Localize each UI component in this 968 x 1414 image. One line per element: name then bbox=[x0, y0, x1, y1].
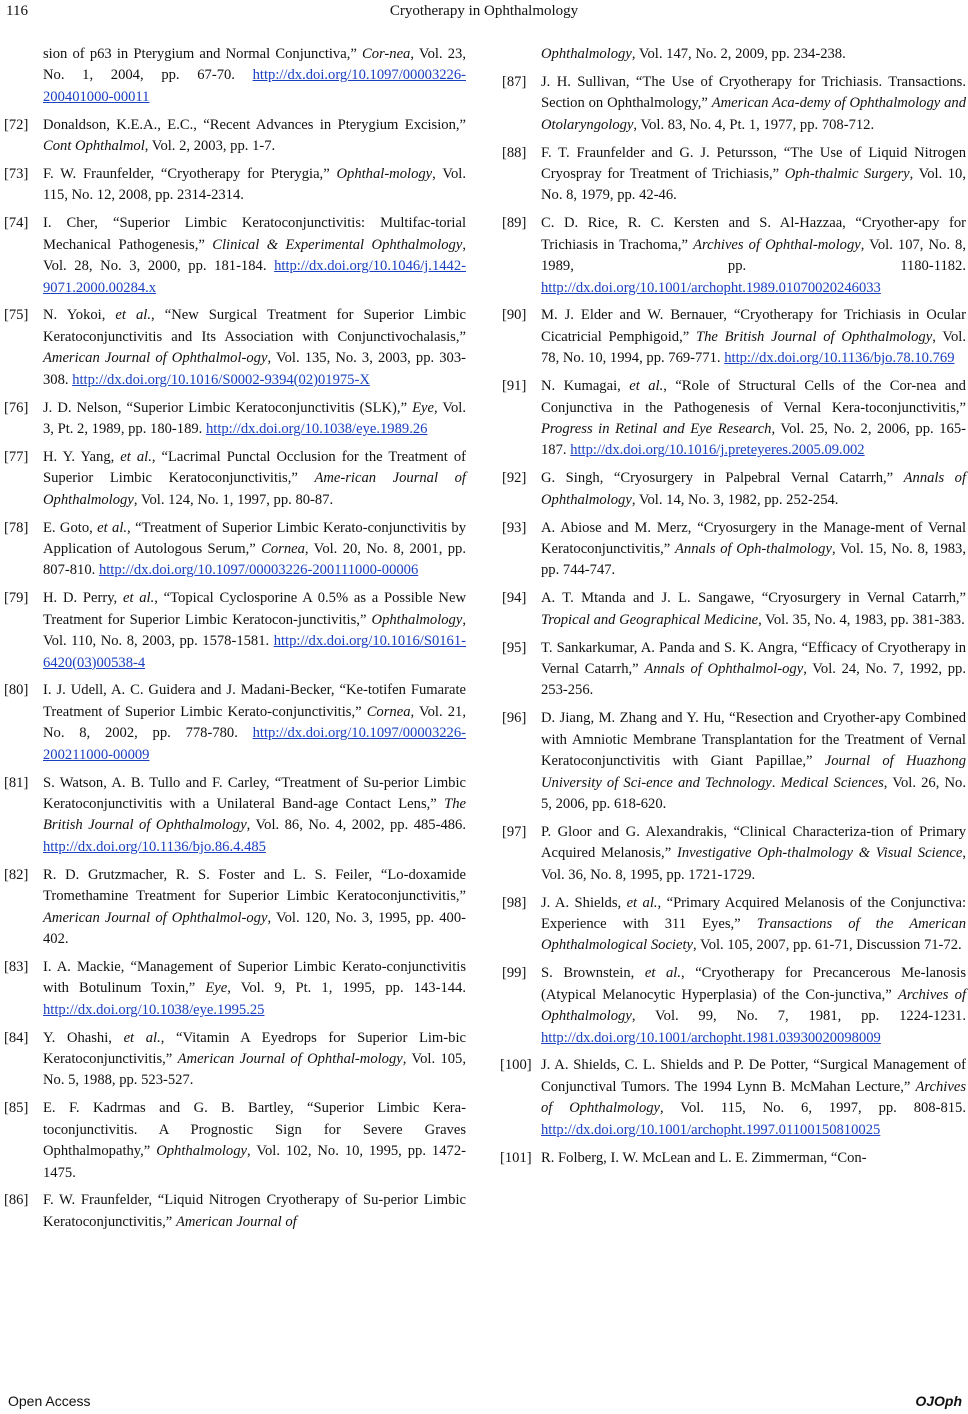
reference-text: , Vol. 83, No. 4, Pt. 1, 1977, pp. 708-712. bbox=[633, 116, 875, 133]
reference-text: M. J. Elder and W. Bernauer, “Cryotherapy for Trichiasis in Ocular Cicatricial Pemphigoid,” bbox=[541, 307, 966, 345]
reference-number: [92] bbox=[502, 470, 527, 487]
reference-number: [100] bbox=[500, 1057, 532, 1074]
reference-text: Y. Ohashi, bbox=[43, 1029, 124, 1046]
reference-source-italic: American Journal of Ophthal-mology bbox=[177, 1050, 403, 1067]
reference-text: , Vol. 135, No. 3, 2003, pp. 303-308. bbox=[43, 350, 466, 388]
reference-text: F. W. Fraunfelder, “Cryotherapy for Pterygia,” bbox=[43, 166, 337, 183]
doi-link[interactable]: http://dx.doi.org/10.1016/S0002-9394(02)01975-X bbox=[72, 371, 370, 388]
reference-source-italic: Annals of Oph-thalmology bbox=[674, 541, 832, 558]
reference-entry bbox=[4, 588, 466, 674]
reference-source-italic: Progress in Retinal and Eye Research bbox=[541, 421, 772, 437]
reference-entry bbox=[4, 447, 466, 511]
reference-source-italic: American Journal of bbox=[175, 1213, 297, 1230]
reference-text: A. Abiose and M. Merz, “Cryosurgery in the Manage-ment of Vernal Keratoconjunctivitis,” bbox=[541, 519, 966, 558]
reference-number: [97] bbox=[502, 823, 527, 840]
reference-text: J. D. Nelson, “Superior Limbic Keratoconjunctivitis (SLK),” bbox=[43, 399, 413, 416]
page-footer bbox=[0, 1392, 968, 1414]
reference-text: , Vol. 102, No. 10, 1995, pp. 1472-1475. bbox=[43, 1143, 466, 1181]
reference-entry bbox=[4, 305, 466, 391]
reference-text: R. D. Grutzmacher, R. S. Foster and L. S. Feiler, “Lo-doxamide Tromethamine Treatment for Superior Limbic Keratoconjunctivitis,” bbox=[43, 866, 466, 905]
reference-text: N. Kumagai, bbox=[541, 378, 630, 395]
reference-text: , “Vitamin A Eyedrops for Superior Lim-bic Keratoconjunctivitis,” bbox=[43, 1029, 466, 1067]
reference-number: [96] bbox=[502, 710, 527, 727]
reference-entry bbox=[4, 115, 466, 158]
reference-text: , “Treatment of Superior Limbic Kerato-conjunctivitis by Application of Autologous Serum,” bbox=[43, 519, 466, 558]
doi-link[interactable]: http://dx.doi.org/10.1097/00003226-200111000-00006 bbox=[98, 562, 419, 579]
reference-entry bbox=[4, 957, 466, 1021]
reference-source-italic: Transactions of the American Ophthalmological Society bbox=[541, 916, 966, 954]
reference-text: , “Role of Structural Cells of the Cor-nea and Conjunctiva in the Pathogenesis of Vernal Kera-toconjunctivitis,” bbox=[541, 378, 966, 416]
reference-entry bbox=[502, 708, 966, 815]
reference-number: [91] bbox=[502, 378, 527, 395]
reference-text: , Vol. 15, No. 8, 1983, pp. 744-747. bbox=[541, 541, 966, 579]
reference-text: , Vol. 105, No. 5, 1988, pp. 523-527. bbox=[43, 1050, 466, 1089]
reference-text: H. Y. Yang, bbox=[43, 448, 121, 465]
reference-source-italic: Investigative Oph-thalmology & Visual Science bbox=[676, 845, 963, 862]
reference-text: , Vol. 20, No. 8, 2001, pp. 807-810. bbox=[43, 541, 466, 579]
reference-text: , “Cryotherapy for Precancerous Me-lanosis (Atypical Melanocytic Hyperplasia) of the Con-junctiva,” bbox=[541, 965, 966, 1003]
reference-text: T. Sankarkumar, A. Panda and S. K. Angra, “Efficacy of Cryotherapy in Vernal Catarrh,” bbox=[541, 639, 966, 678]
reference-text: J. A. Shields, bbox=[541, 894, 627, 911]
reference-text: S. Brownstein, bbox=[541, 965, 645, 982]
reference-text: , Vol. 21, No. 8, 2002, pp. 778-780. bbox=[43, 703, 466, 742]
reference-source-italic: Cont Ophthalmol bbox=[43, 138, 145, 155]
reference-number: [80] bbox=[4, 682, 29, 699]
reference-text: , Vol. 147, No. 2, 2009, pp. 234-238. bbox=[631, 46, 846, 62]
reference-number: [74] bbox=[4, 215, 29, 232]
reference-entry bbox=[502, 822, 966, 886]
doi-link[interactable]: http://dx.doi.org/10.1038/eye.1989.26 bbox=[205, 421, 428, 437]
reference-text: , Vol. 23, No. 1, 2004, pp. 67-70. bbox=[43, 46, 466, 84]
reference-number: [72] bbox=[4, 116, 29, 133]
reference-text: F. T. Fraunfelder and G. J. Petursson, “The Use of Liquid Nitrogen Cryospray for Treatment of Trichiasis,” bbox=[541, 144, 966, 183]
doi-link[interactable]: http://dx.doi.org/10.1038/eye.1995.25 bbox=[43, 1001, 265, 1018]
reference-text: R. Folberg, I. W. McLean and L. E. Zimmerman, “Con- bbox=[541, 1149, 867, 1166]
reference-text: , Vol. 3, Pt. 2, 1989, pp. 180-189. bbox=[43, 399, 466, 437]
reference-source-italic: Oph-thalmic Surgery bbox=[784, 166, 910, 183]
reference-text: , Vol. 115, No. 6, 1997, pp. 808-815. bbox=[660, 1100, 966, 1117]
reference-number: [82] bbox=[4, 866, 29, 883]
doi-link[interactable]: http://dx.doi.org/10.1016/S0161-6420(03)00538-4 bbox=[43, 633, 466, 671]
reference-source-italic: Cornea bbox=[366, 703, 411, 720]
reference-source-italic: Ame-rican Journal of Ophthalmology bbox=[43, 470, 466, 508]
reference-entry bbox=[4, 773, 466, 859]
reference-source-italic: Archives of Ophthalmology bbox=[541, 986, 967, 1025]
reference-source-italic: et al. bbox=[123, 1029, 161, 1046]
reference-entry bbox=[502, 893, 966, 957]
journal-abbrev: OJOph bbox=[915, 1393, 962, 1409]
reference-text: , Vol. 25, No. 2, 2006, pp. 165-187. bbox=[541, 421, 966, 459]
reference-entry bbox=[502, 213, 966, 299]
reference-text: , Vol. 10, No. 8, 1979, pp. 42-46. bbox=[541, 166, 966, 204]
reference-text: sion of p63 in Pterygium and Normal Conjunctiva,” bbox=[43, 46, 362, 62]
reference-text: , Vol. 115, No. 12, 2008, pp. 2314-2314. bbox=[43, 166, 466, 204]
reference-source-italic: et al. bbox=[122, 590, 155, 607]
reference-entry bbox=[4, 164, 466, 207]
reference-text: , Vol. 24, No. 7, 1992, pp. 253-256. bbox=[541, 661, 966, 699]
reference-text: , Vol. 99, No. 7, 1981, pp. 1224-1231. bbox=[631, 1008, 966, 1025]
reference-entry bbox=[502, 638, 966, 702]
reference-entry bbox=[4, 680, 466, 766]
reference-entry bbox=[4, 1190, 466, 1233]
doi-link[interactable]: http://dx.doi.org/10.1001/archopht.1989.01070020246033 bbox=[541, 279, 881, 296]
reference-source-italic: Archives of Ophthal-mology bbox=[693, 236, 861, 253]
reference-source-italic: The British Journal of Ophthalmology bbox=[43, 796, 466, 834]
reference-number: [95] bbox=[502, 639, 527, 656]
page-header bbox=[0, 0, 968, 30]
reference-text: N. Yokoi, bbox=[43, 307, 116, 324]
reference-source-italic: Ophthalmology bbox=[156, 1143, 248, 1160]
reference-number: [99] bbox=[502, 965, 527, 982]
reference-source-italic: Cornea bbox=[261, 541, 305, 558]
reference-text: , Vol. 78, No. 10, 1994, pp. 769-771. bbox=[541, 328, 966, 367]
reference-text: Donaldson, K.E.A., E.C., “Recent Advances in Pterygium Excision,” bbox=[43, 116, 466, 133]
reference-number: [78] bbox=[4, 519, 29, 536]
reference-source-italic: Journal of Huazhong University of Sci-ence and Technology bbox=[541, 753, 966, 791]
reference-entry bbox=[502, 518, 966, 582]
reference-text: , Vol. 9, Pt. 1, 1995, pp. 143-144. bbox=[227, 980, 466, 997]
reference-source-italic: Ophthal-mology bbox=[336, 166, 433, 183]
doi-link[interactable]: http://dx.doi.org/10.1001/archopht.1997.01100150810025 bbox=[541, 1121, 881, 1138]
reference-number: [85] bbox=[4, 1100, 29, 1117]
running-title: Cryotherapy in Ophthalmology bbox=[389, 3, 579, 19]
reference-source-italic: Annals of Ophthalmology bbox=[541, 470, 966, 508]
reference-text: H. D. Perry, bbox=[43, 590, 123, 607]
reference-number: [101] bbox=[500, 1149, 532, 1166]
reference-text: , “Topical Cyclosporine A 0.5% as a Possible New Treatment for Superior Limbic Keratocon-junctivitis,” bbox=[43, 590, 466, 628]
reference-text: , Vol. 105, 2007, pp. 61-71, Discussion 71-72. bbox=[693, 937, 962, 954]
reference-entry bbox=[502, 72, 966, 136]
reference-source-italic: American Journal of Ophthalmol-ogy bbox=[43, 350, 268, 367]
reference-text: I. A. Mackie, “Management of Superior Limbic Kerato-conjunctivitis with Botulinum Toxin,” bbox=[43, 958, 466, 997]
reference-number: [83] bbox=[4, 958, 29, 975]
reference-number: [89] bbox=[502, 215, 527, 232]
reference-source-italic: et al. bbox=[629, 378, 664, 395]
reference-text: , Vol. 107, No. 8, 1989, pp. 1180-1182. bbox=[541, 236, 966, 275]
reference-source-italic: Eye bbox=[205, 980, 228, 997]
reference-text: , Vol. 86, No. 4, 2002, pp. 485-486. bbox=[246, 817, 466, 834]
reference-entry bbox=[502, 44, 966, 65]
reference-source-italic: Eye bbox=[412, 399, 434, 416]
reference-source-italic: et al. bbox=[115, 307, 152, 324]
reference-number: [98] bbox=[502, 894, 527, 911]
reference-entry bbox=[4, 518, 466, 582]
reference-entry bbox=[502, 963, 966, 1049]
reference-entry bbox=[502, 376, 966, 462]
reference-text: , “Lacrimal Punctal Occlusion for the Treatment of Superior Limbic Keratoconjunctivitis,” bbox=[43, 448, 466, 487]
reference-number: [94] bbox=[502, 590, 527, 607]
reference-number: [75] bbox=[4, 307, 29, 324]
reference-entry bbox=[502, 1148, 966, 1169]
reference-entry bbox=[4, 398, 466, 441]
reference-entry bbox=[4, 1098, 466, 1184]
reference-text: , Vol. 14, No. 3, 1982, pp. 252-254. bbox=[631, 491, 839, 508]
reference-source-italic: Ophthalmology bbox=[371, 611, 463, 628]
reference-entry bbox=[4, 865, 466, 951]
reference-text: J. A. Shields, C. L. Shields and P. De Potter, “Surgical Management of Conjunctival Tumors. The 1994 Lynn B. McMahan Lecture,” bbox=[541, 1057, 966, 1095]
doi-link[interactable]: http://dx.doi.org/10.1097/00003226-200401000-00011 bbox=[43, 67, 466, 105]
reference-source-italic: American Journal of Ophthalmol-ogy bbox=[43, 909, 268, 926]
reference-text: , Vol. 35, No. 4, 1983, pp. 381-383. bbox=[758, 611, 965, 628]
reference-text: , Vol. 110, No. 8, 2003, pp. 1578-1581. bbox=[43, 611, 466, 650]
reference-entry bbox=[502, 1055, 966, 1141]
reference-text: F. W. Fraunfelder, “Liquid Nitrogen Cryotherapy of Su-perior Limbic Keratoconjunctivitis,” bbox=[43, 1192, 466, 1230]
reference-text: I. Cher, “Superior Limbic Keratoconjunctivitis: Multifac-torial Mechanical Pathogenesis,” bbox=[43, 215, 466, 253]
reference-entry bbox=[4, 44, 466, 108]
reference-entry bbox=[502, 468, 966, 511]
reference-text: , Vol. 26, No. 5, 2006, pp. 618-620. bbox=[541, 774, 967, 812]
reference-number: [73] bbox=[4, 166, 29, 183]
reference-text: G. Singh, “Cryosurgery in Palpebral Vernal Catarrh,” bbox=[541, 470, 904, 487]
reference-source-italic: Medical Sciences bbox=[780, 774, 884, 791]
reference-text: , Vol. 120, No. 3, 1995, pp. 400-402. bbox=[43, 909, 466, 947]
reference-source-italic: et al. bbox=[644, 965, 681, 982]
reference-text: , Vol. 36, No. 8, 1995, pp. 1721-1729. bbox=[541, 845, 966, 883]
doi-link[interactable]: http://dx.doi.org/10.1136/bjo.86.4.485 bbox=[43, 838, 266, 855]
reference-text: J. H. Sullivan, “The Use of Cryotherapy for Trichiasis. Transactions. Section on Ophthalmology,” bbox=[541, 73, 966, 112]
reference-text: D. Jiang, M. Zhang and Y. Hu, “Resection and Cryother-apy Combined with Amniotic Membrane Transplantation for the Treatment of Vernal Keratoconjunctivitis with Giant Papillae,” bbox=[541, 710, 966, 770]
reference-text: P. Gloor and G. Alexandrakis, “Clinical Characteriza-tion of Primary Acquired Melanosis,” bbox=[541, 823, 966, 862]
doi-link[interactable]: http://dx.doi.org/10.1136/bjo.78.10.769 bbox=[724, 350, 955, 367]
reference-text: , Vol. 124, No. 1, 1997, pp. 80-87. bbox=[133, 491, 334, 508]
doi-link[interactable]: http://dx.doi.org/10.1046/j.1442-9071.2000.00284.x bbox=[43, 258, 466, 296]
reference-text: , Vol. 2, 2003, pp. 1-7. bbox=[144, 138, 276, 155]
reference-text: , “Primary Acquired Melanosis of the Conjunctiva: Experience with 311 Eyes,” bbox=[541, 894, 967, 933]
reference-source-italic: Annals of Ophthalmol-ogy bbox=[644, 661, 804, 678]
reference-entry bbox=[4, 213, 466, 299]
reference-source-italic: Tropical and Geographical Medicine bbox=[541, 611, 759, 628]
reference-number: [86] bbox=[4, 1192, 29, 1209]
reference-text: . bbox=[771, 774, 781, 791]
reference-number: [93] bbox=[502, 519, 527, 536]
reference-text: I. J. Udell, A. C. Guidera and J. Madani-Becker, “Ke-totifen Fumarate Treatment of Superior Limbic Kerato-conjunctivitis,” bbox=[43, 682, 466, 720]
reference-source-italic: et al. bbox=[120, 448, 152, 465]
page-number: 116 bbox=[6, 3, 28, 19]
reference-source-italic: Cor-nea bbox=[362, 46, 411, 62]
reference-number: [90] bbox=[502, 307, 527, 324]
reference-source-italic: American Aca-demy of Ophthalmology and Otolaryngology bbox=[541, 95, 966, 133]
doi-link[interactable]: http://dx.doi.org/10.1016/j.preteyeres.2005.09.002 bbox=[570, 442, 865, 459]
reference-number: [84] bbox=[4, 1029, 29, 1046]
reference-source-italic: Archives of Ophthalmology bbox=[541, 1078, 966, 1117]
reference-number: [87] bbox=[502, 73, 527, 90]
reference-number: [79] bbox=[4, 590, 29, 607]
reference-source-italic: et al. bbox=[626, 894, 658, 911]
reference-number: [76] bbox=[4, 399, 29, 416]
reference-source-italic: et al. bbox=[97, 519, 128, 536]
reference-text: A. T. Mtanda and J. L. Sangawe, “Cryosurgery in Vernal Catarrh,” bbox=[541, 590, 966, 607]
reference-text: , Vol. 28, No. 3, 2000, pp. 181-184. bbox=[43, 236, 466, 275]
reference-source-italic: Ophthalmology bbox=[541, 46, 632, 62]
references-column-left bbox=[4, 44, 466, 1240]
reference-text: E. F. Kadrmas and G. B. Bartley, “Superior Limbic Kera-toconjunctivitis. A Prognostic Sign for Severe Graves Ophthalmopathy,” bbox=[43, 1100, 466, 1160]
reference-text: , “New Surgical Treatment for Superior Limbic Keratoconjunctivitis and Its Association with Conjunctivochalasis,” bbox=[43, 307, 466, 345]
reference-entry bbox=[502, 143, 966, 207]
reference-text: C. D. Rice, R. C. Kersten and S. Al-Hazzaa, “Cryother-apy for Trichiasis in Trachoma,” bbox=[541, 215, 966, 253]
doi-link[interactable]: http://dx.doi.org/10.1001/archopht.1981.03930020098009 bbox=[541, 1029, 881, 1046]
open-access-label: Open Access bbox=[8, 1393, 91, 1409]
reference-entry bbox=[502, 305, 966, 369]
reference-text: E. Goto, bbox=[43, 519, 98, 536]
reference-text: S. Watson, A. B. Tullo and F. Carley, “Treatment of Su-perior Limbic Keratoconjunctivitis with a Unilateral Band-age Contact Lens,” bbox=[43, 774, 466, 812]
references-column-right bbox=[502, 44, 966, 1176]
reference-source-italic: The British Journal of Ophthalmology bbox=[695, 328, 933, 345]
reference-number: [77] bbox=[4, 448, 29, 465]
reference-entry bbox=[502, 588, 966, 631]
reference-number: [81] bbox=[4, 774, 29, 791]
reference-source-italic: Clinical & Experimental Ophthalmology bbox=[212, 236, 463, 253]
doi-link[interactable]: http://dx.doi.org/10.1097/00003226-200211000-00009 bbox=[43, 725, 466, 763]
reference-entry bbox=[4, 1028, 466, 1092]
reference-number: [88] bbox=[502, 144, 527, 161]
